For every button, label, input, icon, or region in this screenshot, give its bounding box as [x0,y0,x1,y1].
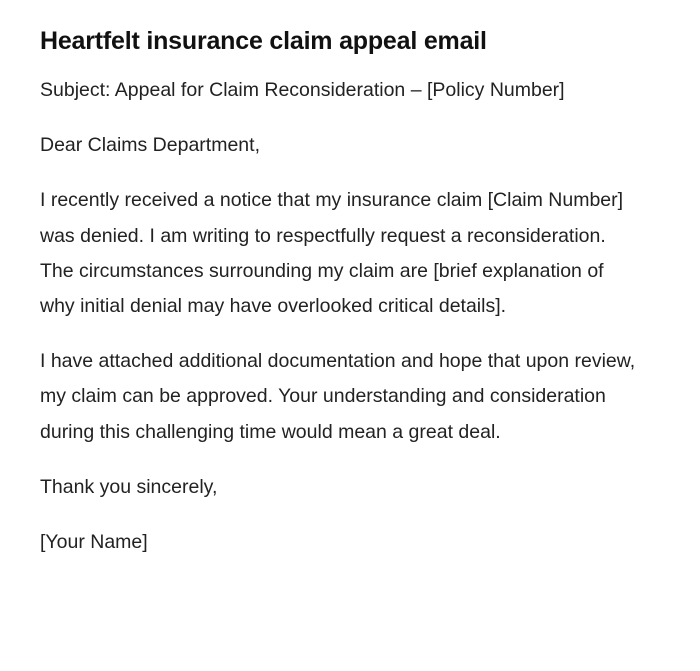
document-title: Heartfelt insurance claim appeal email [40,27,487,55]
email-subject: Subject: Appeal for Claim Reconsideration – [Policy Number] [40,79,565,101]
email-signature: [Your Name] [40,531,148,554]
email-body-paragraph-1: I recently received a notice that my insurance claim [Claim Number] was denied. I am writing to respectfully request a reconsideration. The circumstances surrounding my claim are [brief explanation of why initial denial may have overlooked critical details]. [40,189,624,318]
email-body-paragraph-2: I have attached additional documentation and hope that upon review, my claim can be approved. Your understanding and consideration during this challenging time would mean a great deal. [40,350,636,443]
email-greeting: Dear Claims Department, [40,134,260,157]
email-closing: Thank you sincerely, [40,475,218,498]
